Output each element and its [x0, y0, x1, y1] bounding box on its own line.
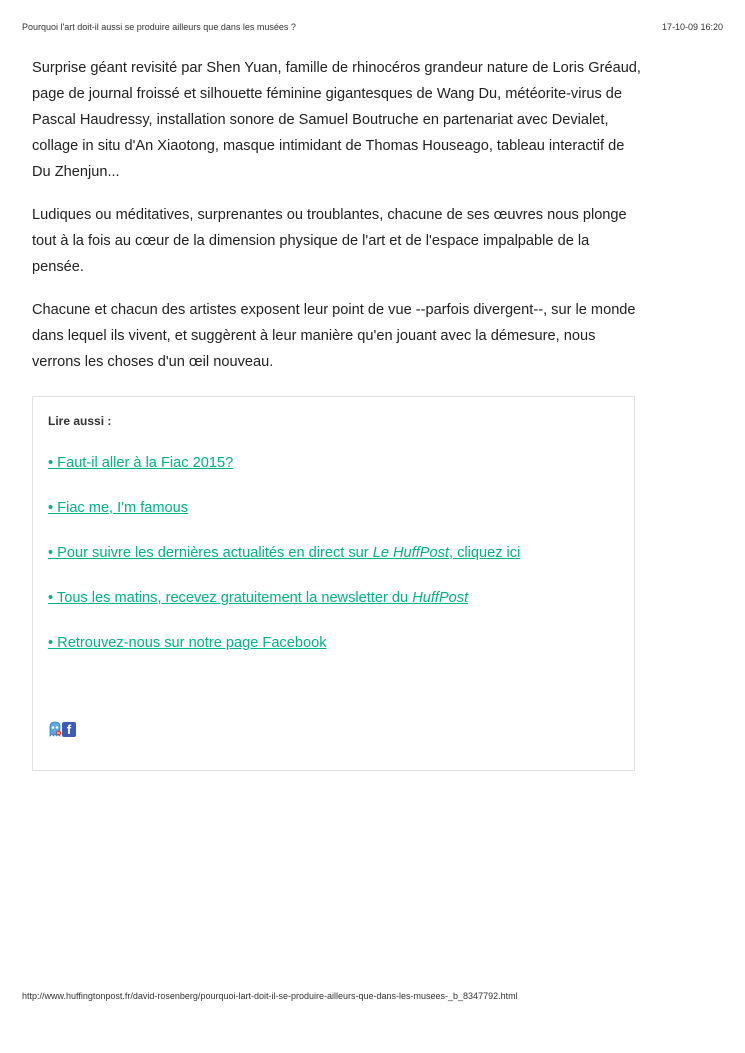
- link-text-italic: HuffPost: [412, 590, 469, 606]
- read-more-item: [48, 589, 468, 607]
- link-text: • Pour suivre les dernières actualités en direct sur: [48, 545, 373, 561]
- link-facebook-page[interactable]: • Retrouvez-nous sur notre page Facebook: [48, 635, 327, 651]
- read-more-box: [32, 396, 635, 771]
- article-paragraph-3: Chacune et chacun des artistes exposent leur point de vue --parfois divergent--, sur le monde dans lequel ils vivent, et suggèrent à leur manière qu'en jouant avec la démesure, nous verrons les choses d'un œil nouveau.: [32, 302, 636, 370]
- ghost-icon[interactable]: [48, 721, 62, 737]
- read-more-item: [48, 544, 520, 562]
- article-paragraph-1: Surprise géant revisité par Shen Yuan, famille de rhinocéros grandeur nature de Loris Gréaud, page de journal froissé et silhouette féminine gigantesques de Wang Du, météorite-virus de Pascal Haudressy, installation sonore de Samuel Boutruche en partenariat avec Devialet, collage in situ d'An Xiaotong, masque intimidant de Thomas Houseago, tableau interactif de Du Zhenjun...: [32, 60, 641, 180]
- link-live-news[interactable]: [48, 545, 520, 561]
- read-more-item: [48, 499, 188, 517]
- print-datetime: 17-10-09 16:20: [661, 22, 723, 32]
- link-text: • Tous les matins, recevez gratuitement la newsletter du: [48, 590, 413, 606]
- link-fiac-me-famous[interactable]: • Fiac me, I'm famous: [48, 500, 189, 516]
- article-paragraph-2: Ludiques ou méditatives, surprenantes ou troublantes, chacune de ses œuvres nous plonge tout à la fois au cœur de la dimension physique de l'art et de l'espace impalpable de la pensée.: [32, 207, 627, 275]
- facebook-icon[interactable]: f: [62, 722, 76, 737]
- page-title: Pourquoi l'art doit-il aussi se produire ailleurs que dans les musées ?: [22, 22, 296, 32]
- link-fiac-2015[interactable]: • Faut-il aller à la Fiac 2015?: [48, 455, 234, 471]
- read-more-heading: Lire aussi :: [48, 414, 112, 428]
- read-more-item: [48, 454, 233, 472]
- link-text: , cliquez ici: [448, 545, 521, 561]
- link-text-italic: Le HuffPost: [372, 545, 449, 561]
- page-url: http://www.huffingtonpost.fr/david-rosenberg/pourquoi-lart-doit-il-se-produire-ailleurs-que-dans-les-musees-_b_8347792.html: [22, 991, 518, 1001]
- read-more-item: [48, 634, 327, 652]
- link-newsletter[interactable]: [48, 590, 468, 606]
- article-body: [32, 55, 642, 393]
